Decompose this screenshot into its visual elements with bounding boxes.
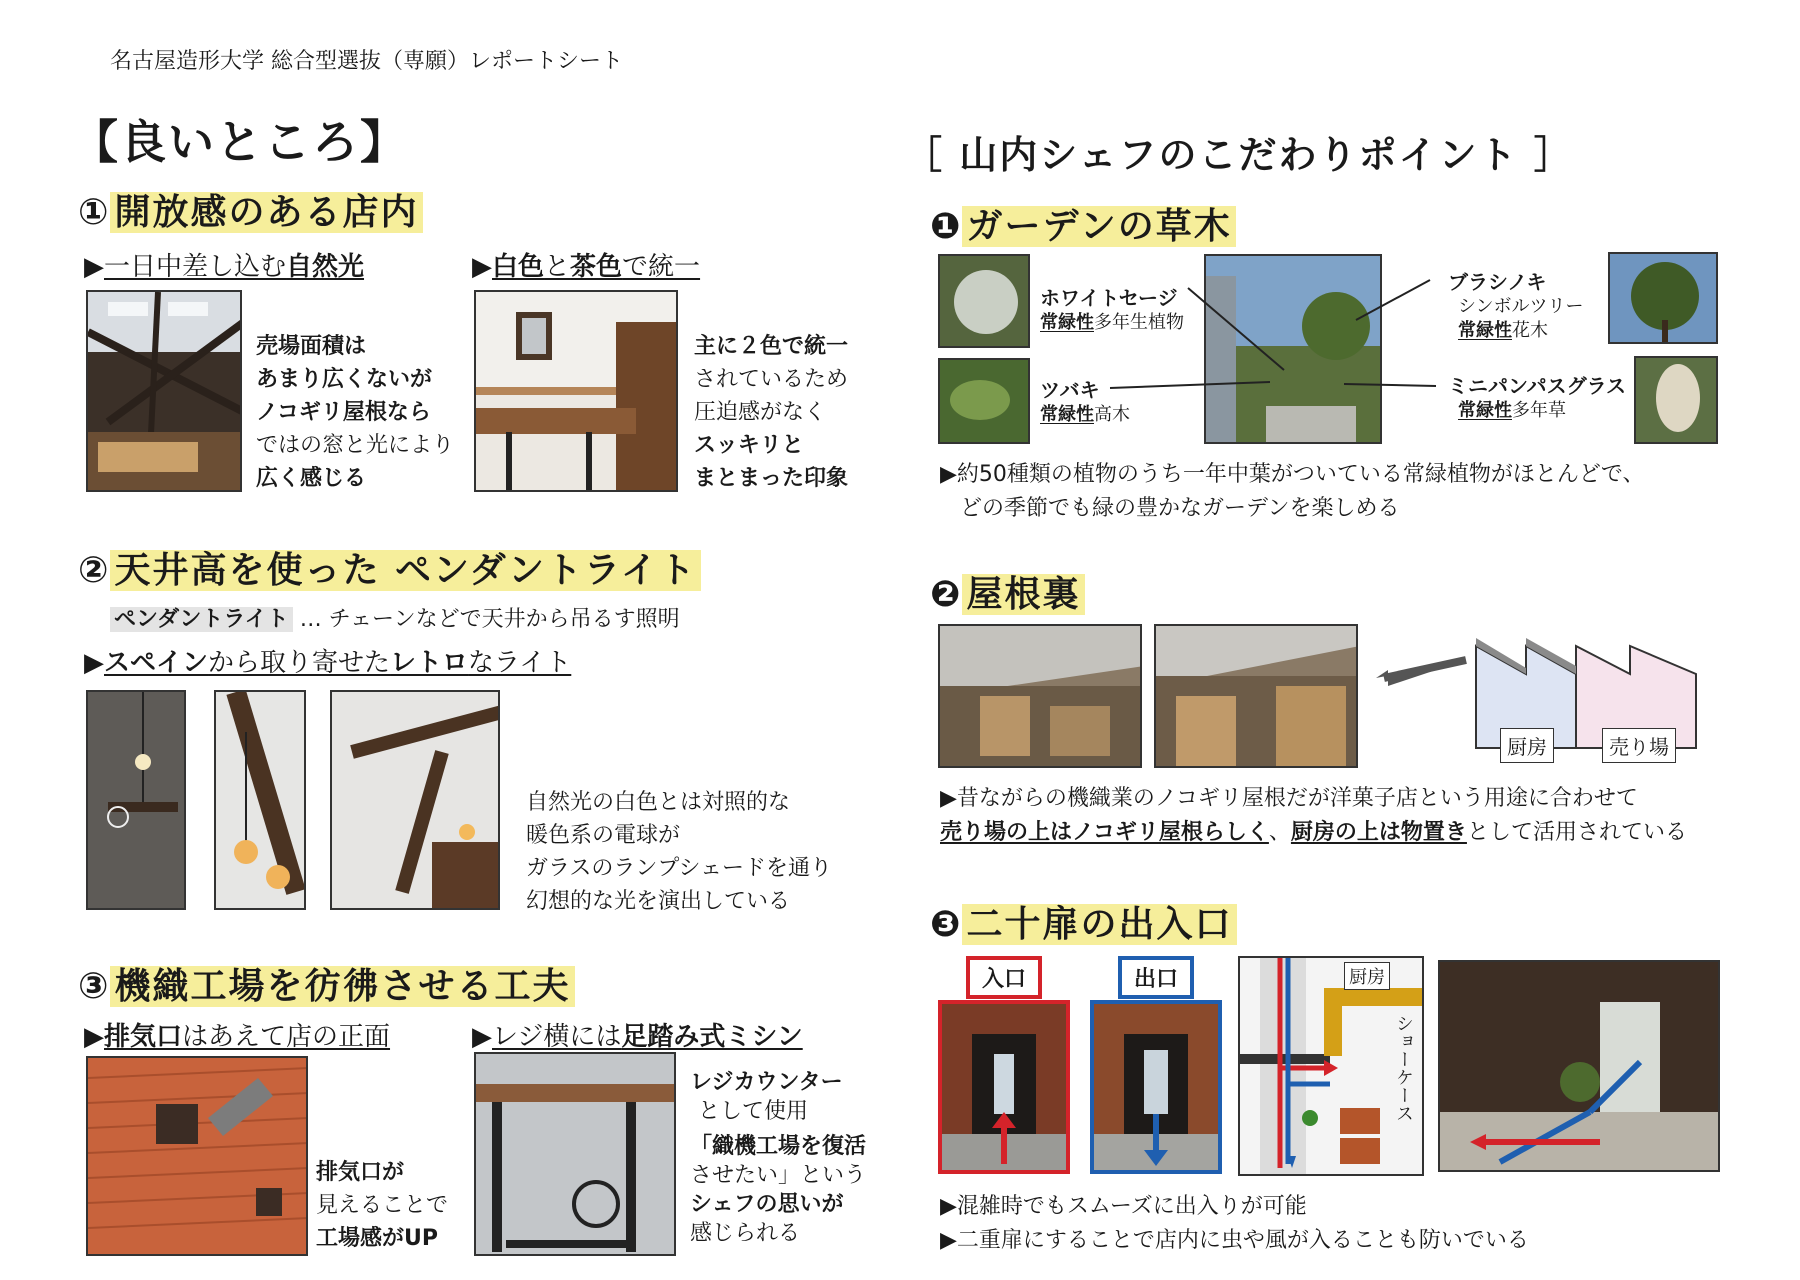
- section2-number: ②: [78, 550, 111, 591]
- exit-label: 出口: [1118, 956, 1194, 999]
- s1a-text: [256, 330, 454, 495]
- s2-definition: [110, 602, 680, 633]
- s1a-part: 一日中差し込む: [104, 252, 287, 282]
- s2-part: から取り寄せた: [208, 648, 391, 678]
- left-heading: 【良いところ】: [72, 115, 408, 169]
- section2-title-text: 天井高を使った ペンダントライト: [110, 550, 700, 591]
- section1-number: ①: [78, 192, 111, 233]
- s1b-line: 主に２色で統一: [694, 334, 849, 359]
- s1b-brown: 茶色: [570, 252, 623, 282]
- s1a-part-bold: 自然光: [286, 252, 365, 282]
- triangle-marker-icon: ▶: [472, 1022, 492, 1052]
- p2-text-line1: ▶昔ながらの機織業のノコギリ屋根だが洋菓子店という用途に合わせて: [940, 786, 1638, 811]
- point3-number: ❸: [930, 904, 963, 945]
- s3-subheading-a: [84, 1016, 390, 1053]
- attic-photo-2: [1154, 624, 1358, 768]
- pendant-photo-1: [86, 690, 186, 910]
- triangle-marker-icon: ▶: [472, 252, 492, 282]
- exit-photo: [1090, 1000, 1222, 1174]
- s1b-line: 圧迫感がなく: [694, 400, 827, 425]
- s2-part: なライト: [468, 648, 572, 678]
- s3b-text: [690, 1068, 866, 1248]
- pendant-photo-3: [330, 690, 500, 910]
- exhaust-photo: [86, 1056, 308, 1256]
- triangle-marker-icon: ▶: [84, 252, 104, 282]
- tsubaki-photo-art: [940, 360, 1030, 444]
- attic-photo-1-art: [940, 626, 1142, 768]
- brassinoki-photo-art: [1610, 254, 1718, 344]
- kitchen-label: 厨房: [1500, 728, 1554, 763]
- p2-line2-c: 厨房の上は物置き: [1290, 820, 1467, 845]
- s2-part: スペイン: [104, 648, 209, 678]
- s2-text: [526, 786, 832, 918]
- section3-number: ③: [78, 966, 111, 1007]
- interior-entrance-photo: [1438, 960, 1720, 1172]
- s2-line: 自然光の白色とは対照的な: [526, 790, 791, 815]
- s1a-line: 売場面積は: [256, 334, 367, 359]
- s1b-unified: で統一: [622, 252, 701, 282]
- p1-text-line2: どの季節でも緑の豊かなガーデンを楽しめる: [960, 496, 1400, 521]
- floor-map: [1238, 956, 1424, 1176]
- s3b-line: 感じられる: [690, 1221, 801, 1246]
- s1a-line: ではの窓と光により: [256, 433, 455, 458]
- s1b-text: [694, 330, 848, 495]
- s2-def-term: ペンダントライト: [110, 607, 293, 632]
- s2-line: ガラスのランプシェードを通り: [526, 856, 833, 881]
- sewing-machine-photo-art: [476, 1054, 676, 1256]
- s1b-line: まとまった印象: [694, 466, 849, 491]
- point1-title-text: ガーデンの草木: [962, 206, 1235, 247]
- s1b-and: と: [544, 252, 571, 282]
- point2-title: [930, 566, 1085, 617]
- s3b-line: レジカウンター: [690, 1070, 843, 1095]
- white-sage-name: ホワイトセージ: [1040, 286, 1178, 310]
- section3-title: [78, 958, 575, 1009]
- pampas-label: [1448, 370, 1626, 423]
- s3b-line: として使用: [698, 1099, 809, 1124]
- triangle-marker-icon: ▶: [84, 648, 104, 678]
- p2-line2-a: 売り場の上はノコギリ屋根らしく: [940, 820, 1269, 845]
- table-photo-art: [476, 292, 678, 492]
- p1-text-line1: ▶約50種類の植物のうち一年中葉がついている常緑植物がほとんどで、: [940, 462, 1645, 487]
- exit-photo-art: [1094, 1004, 1218, 1170]
- point2-number: ❷: [930, 574, 963, 615]
- s2-line: 暖色系の電球が: [526, 823, 681, 848]
- triangle-marker-icon: ▶: [84, 1022, 104, 1052]
- p2-line2-d: として活用されている: [1466, 820, 1687, 845]
- s2-subheading: [84, 642, 571, 679]
- pendant-photo-2: [214, 690, 306, 910]
- s3b-line: させたい」という: [690, 1163, 867, 1188]
- s3a-line: 見えることで: [316, 1193, 449, 1218]
- s2-def-text: … チェーンなどで天井から吊るす照明: [299, 607, 680, 632]
- s3a-part: 排気口: [104, 1022, 183, 1052]
- s3b-part: レジ横には: [492, 1022, 622, 1052]
- brassinoki-type: 花木: [1512, 320, 1548, 341]
- table-photo: [474, 290, 678, 492]
- s3-subheading-b: [472, 1016, 803, 1053]
- s3a-line: 工場感がUP: [316, 1226, 438, 1251]
- entrance-label: 入口: [966, 956, 1042, 999]
- point1-number: ❶: [930, 206, 963, 247]
- interior-photo-art: [88, 292, 242, 492]
- s2-line: 幻想的な光を演出している: [526, 889, 791, 914]
- map-showcase-label: ショーケース: [1393, 1014, 1414, 1122]
- interior-entrance-photo-art: [1440, 962, 1720, 1172]
- white-sage-photo: [938, 254, 1030, 348]
- pampas-type: 多年草: [1512, 400, 1566, 421]
- brassinoki-name: ブラシノキ: [1448, 270, 1547, 294]
- s3b-part: 足踏み式ミシン: [621, 1022, 803, 1052]
- brassinoki-photo: [1608, 252, 1718, 344]
- s1a-line: ノコギリ屋根なら: [256, 400, 431, 425]
- sewing-machine-photo: [474, 1052, 676, 1256]
- point1-title: [930, 198, 1236, 249]
- pendant-photo-1-art: [88, 692, 186, 910]
- tsubaki-evergreen: 常緑性: [1040, 404, 1094, 425]
- point3-title: [930, 896, 1237, 947]
- right-heading: ［ 山内シェフのこだわりポイント ］: [904, 133, 1574, 177]
- interior-photo: [86, 290, 242, 492]
- pendant-photo-2-art: [216, 692, 306, 910]
- s3b-line: シェフの思いが: [690, 1192, 844, 1217]
- s1-subheading-b: [472, 246, 700, 283]
- attic-photo-1: [938, 624, 1142, 768]
- point2-title-text: 屋根裏: [962, 574, 1084, 615]
- s3a-part: はあえて店の正面: [182, 1022, 391, 1052]
- s1-subheading-a: [84, 246, 364, 283]
- doc-header: 名古屋造形大学 総合型選抜（専願）レポートシート: [110, 49, 623, 74]
- tsubaki-photo: [938, 358, 1030, 444]
- p3-text-line1: ▶混雑時でもスムーズに出入りが可能: [940, 1194, 1307, 1219]
- point3-title-text: 二十扉の出入口: [962, 904, 1236, 945]
- s2-part: レトロ: [390, 648, 469, 678]
- section1-title: [78, 184, 423, 235]
- shop-label: 売り場: [1602, 728, 1676, 763]
- section1-title-text: 開放感のある店内: [110, 192, 422, 233]
- p2-text-line2: [940, 816, 1687, 849]
- white-sage-evergreen: 常緑性: [1040, 312, 1094, 333]
- s3a-line: 排気口が: [316, 1160, 405, 1185]
- section2-title: [78, 542, 701, 593]
- brassinoki-symbol: シンボルツリー: [1458, 296, 1584, 317]
- s1b-line: されているため: [694, 367, 849, 392]
- s1b-white: 白色: [492, 252, 545, 282]
- white-sage-photo-art: [940, 256, 1030, 348]
- white-sage-type: 多年生植物: [1094, 312, 1184, 333]
- exhaust-photo-art: [88, 1058, 308, 1256]
- pampas-evergreen: 常緑性: [1458, 400, 1512, 421]
- section3-title-text: 機織工場を彷彿させる工夫: [110, 966, 574, 1007]
- entrance-photo-art: [942, 1004, 1066, 1170]
- pampas-photo-art: [1636, 358, 1718, 444]
- entrance-photo: [938, 1000, 1070, 1174]
- s1b-line: スッキリと: [694, 433, 804, 458]
- map-kitchen-label: 厨房: [1344, 962, 1390, 990]
- s3a-text: [316, 1156, 448, 1255]
- brassinoki-evergreen: 常緑性: [1458, 320, 1512, 341]
- attic-photo-2-art: [1156, 626, 1358, 768]
- tsubaki-type: 高木: [1094, 404, 1130, 425]
- s1a-line: 広く感じる: [256, 466, 367, 491]
- pampas-photo: [1634, 356, 1718, 444]
- s3b-line: 「織機工場を復活: [690, 1134, 867, 1159]
- pendant-photo-3-art: [332, 692, 500, 910]
- p3-text-line2: ▶二重扉にすることで店内に虫や風が入ることも防いでいる: [940, 1228, 1529, 1253]
- s1a-line: あまり広くないが: [256, 367, 433, 392]
- tsubaki-name: ツバキ: [1040, 378, 1100, 402]
- p2-line2-b: 、: [1268, 820, 1291, 845]
- brassinoki-label: [1448, 266, 1584, 343]
- pampas-name: ミニパンパスグラス: [1448, 374, 1626, 398]
- plant-leader-lines: [1100, 260, 1440, 400]
